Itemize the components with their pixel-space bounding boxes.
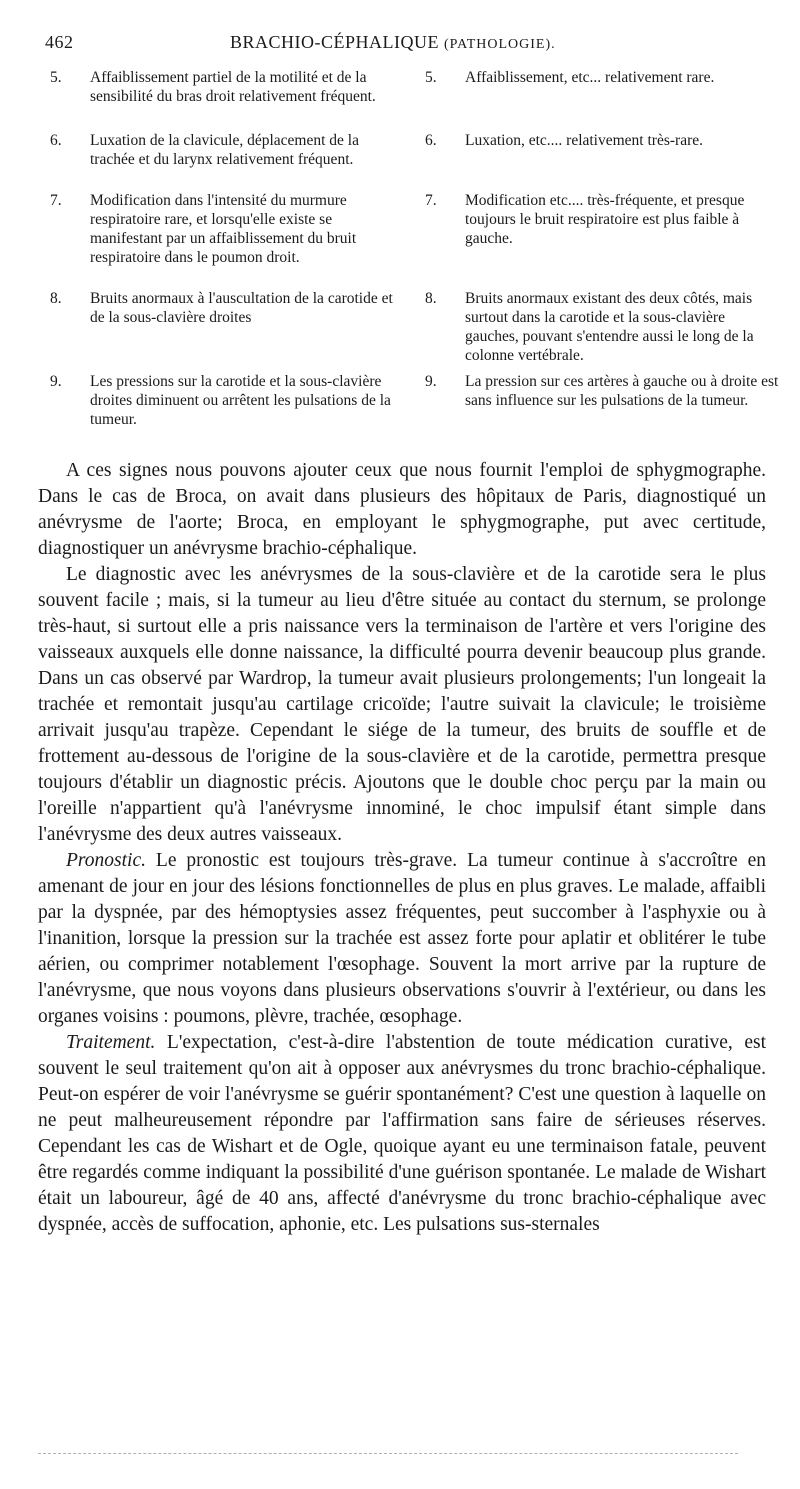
item-text: Luxation de la clavicule, déplacement de la trachée et du larynx relativement fréquent.: [90, 132, 359, 168]
item-text: Luxation, etc.... relativement très-rare.: [465, 132, 703, 149]
item-text: Les pressions sur la carotide et la sous-clavière droites diminuent ou arrêtent les pulsations de la tumeur.: [90, 373, 391, 428]
right-item-7: [420, 191, 780, 289]
item-text: Affaiblissement, etc... relativement rare.: [465, 69, 715, 86]
item-number: 5.: [50, 69, 62, 86]
item-text: Modification etc.... très-fréquente, et presque toujours le bruit respiratoire est plus faible à gauche.: [465, 192, 745, 247]
item-text: Modification dans l'intensité du murmure respiratoire rare, et lorsqu'elle existe se manifestant par un affaiblissement du bruit respiratoire dans le poumon droit.: [90, 192, 357, 266]
left-item-9: [45, 372, 400, 429]
running-title-main: BRACHIO-CÉPHALIQUE: [230, 32, 439, 52]
pronostic-text: Le pronostic est toujours très-grave. La tumeur continue à s'accroître en amenant de jour en jour des lésions fonctionnelles de plus en plus graves. Le malade, affaibli par la dyspnée, par des hémoptysies assez fréquentes, peut succomber à l'asphyxie ou à l'inanition, lorsque la pression sur la trachée est assez forte pour aplatir et oblitérer le tube aérien, ou comprimer notablement l'œsophage. Souvent la mort arrive par la rupture de l'anévrysme, que nous voyons dans plusieurs observations s'ouvrir à l'extérieur, ou dans les organes voisins : poumons, plèvre, trachée, œsophage.: [38, 850, 766, 1027]
item-number: 7.: [50, 192, 62, 209]
right-item-6: [420, 131, 780, 191]
item-text: Bruits anormaux existant des deux côtés, mais surtout dans la carotide et la sous-clavière gauches, pouvant s'entendre aussi le long de la colonne vertébrale.: [465, 290, 754, 364]
item-number: 9.: [425, 373, 437, 390]
item-text: Affaiblissement partiel de la motilité et de la sensibilité du bras droit relativement fréquent.: [90, 69, 376, 105]
left-comparison-column: [45, 68, 400, 429]
paragraph-traitement: [38, 1030, 766, 1238]
left-item-8: [45, 289, 400, 372]
right-comparison-column: [420, 68, 780, 410]
running-title: [230, 32, 556, 53]
paragraph-sphygmographe: A ces signes nous pouvons ajouter ceux que nous fournit l'emploi de sphygmographe. Dans le cas de Broca, on avait dans plusieurs des hôpitaux de Paris, diagnostiqué un anévrysme de l'aorte; Broca, en employant le sphygmographe, put avec certitude, diagnostiquer un anévrysme brachio-céphalique.: [38, 460, 766, 559]
page-header: [45, 32, 765, 62]
item-number: 6.: [425, 132, 437, 149]
right-item-9: [420, 372, 780, 410]
item-number: 9.: [50, 373, 62, 390]
page-number: 462: [45, 32, 74, 52]
item-text: Bruits anormaux à l'auscultation de la carotide et de la sous-clavière droites: [90, 290, 393, 326]
right-item-5: [420, 68, 780, 131]
item-number: 8.: [50, 290, 62, 307]
paragraph-diagnostic: Le diagnostic avec les anévrysmes de la sous-clavière et de la carotide sera le plus souvent facile ; mais, si la tumeur au lieu d'être située au contact du sternum, se prolonge très-haut, si surtout elle a pris naissance vers la terminaison de l'artère et vers l'origine des vaisseaux auxquels elle donne naissance, la difficulté pourra devenir beaucoup plus grande. Dans un cas observé par Wardrop, la tumeur avait plusieurs prolongements; l'un longeait la trachée et remontait jusqu'au cartilage cricoïde; l'autre suivait la clavicule; le troisième arrivait jusqu'au trapèze. Cependant le siége de la tumeur, des bruits de souffle et de frottement au-dessous de l'origine de la sous-clavière et de la carotide, permettra presque toujours d'établir un diagnostic précis. Ajoutons que le double choc perçu par la main ou l'oreille n'appartient qu'à l'anévrysme innominé, le choc impulsif étant simple dans l'anévrysme des deux autres vaisseaux.: [38, 564, 766, 845]
traitement-text: L'expectation, c'est-à-dire l'abstention de toute médication curative, est souvent le seul traitement qu'on ait à opposer aux anévrysmes du tronc brachio-céphalique. Peut-on espérer de voir l'anévrysme se guérir spontanément? C'est une question à laquelle on ne peut malheureusement répondre par l'affirmation sans faire de sérieuses réserves. Cependant les cas de Wishart et de Ogle, quoique ayant eu une terminaison fatale, peuvent être regardés comme indiquant la possibilité d'une guérison spontanée. Le malade de Wishart était un laboureur, âgé de 40 ans, affecté d'anévrysme du tronc brachio-céphalique avec dyspnée, accès de suffocation, aphonie, etc. Les pulsations sus-sternales: [38, 1032, 766, 1235]
item-number: 7.: [425, 192, 437, 209]
item-number: 8.: [425, 290, 437, 307]
item-number: 5.: [425, 69, 437, 86]
right-item-8: [420, 289, 780, 372]
footer-rule: [38, 1453, 738, 1454]
section-label-traitement: Traitement.: [66, 1032, 156, 1053]
paragraph-pronostic: [38, 848, 766, 1030]
left-item-7: [45, 191, 400, 289]
body-text: [38, 458, 766, 1238]
section-label-pronostic: Pronostic.: [66, 850, 146, 871]
item-number: 6.: [50, 132, 62, 149]
left-item-5: [45, 68, 400, 131]
item-text: La pression sur ces artères à gauche ou à droite est sans influence sur les pulsations de la tumeur.: [465, 373, 779, 409]
left-item-6: [45, 131, 400, 191]
running-title-sub: (PATHOLOGIE).: [444, 37, 556, 52]
